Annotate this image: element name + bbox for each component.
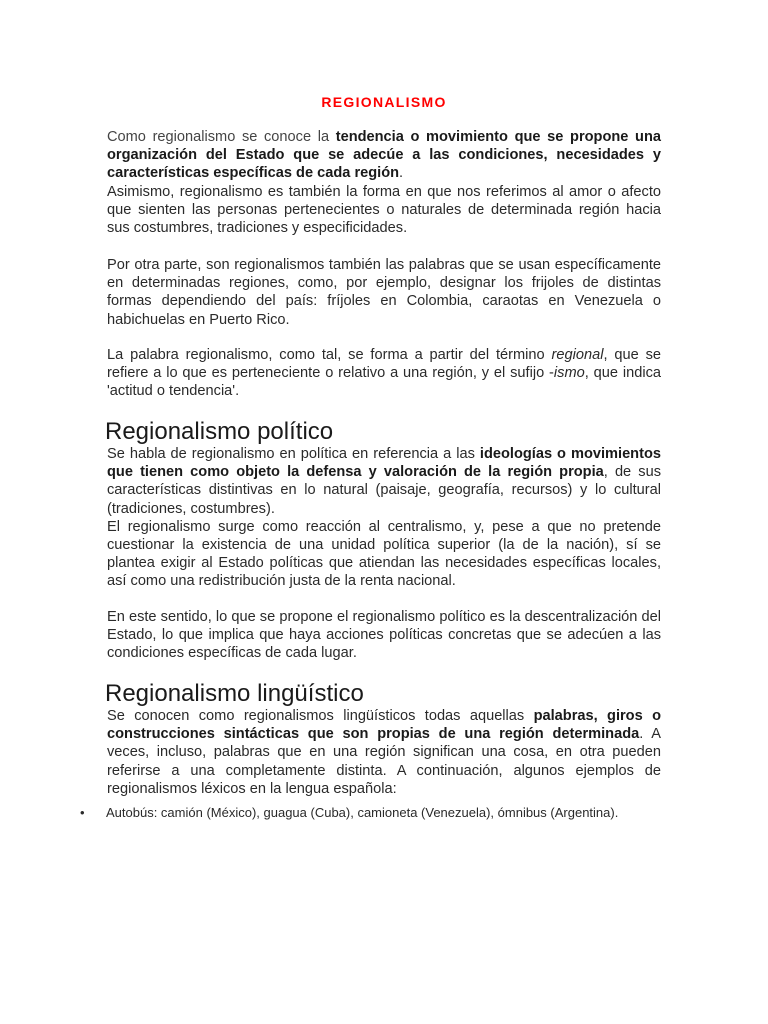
etymology-italic-ismo: ismo	[553, 365, 585, 382]
politico-paragraph-1	[107, 445, 661, 518]
intro-bold-text: tendencia o movimiento que se propone una organización del Estado que se adecúe a las condiciones, necesidades y características específicas de cada región	[107, 129, 661, 182]
etymology-text-c: , que indica 'actitud o tendencia'.	[107, 365, 661, 400]
linguistico-section	[107, 707, 661, 798]
politico-section	[107, 445, 661, 591]
bullet-icon: •	[80, 805, 85, 820]
intro-paragraph-2: Asimismo, regionalismo es también la forma en que nos referimos al amor o afecto que sienten las personas pertenecientes o naturales de determinada región hacia sus costumbres, tradiciones y especificidades.	[107, 183, 661, 237]
etymology-text-b: , que se refiere a lo que es perteneciente o relativo a una región, y el sufijo -	[107, 347, 662, 382]
intro-paragraph-3: Por otra parte, son regionalismos también las palabras que se usan específicamente en determinadas regiones, como, por ejemplo, designar los frijoles de distintas formas dependiendo del país: fríjoles en Colombia, caraotas en Venezuela o habichuelas en Puerto Rico.	[107, 257, 661, 328]
politico-p1-text-b: , de sus características distintivas en lo natural (paisaje, geografía, recursos) y lo cultural (tradiciones, costumbres).	[107, 464, 662, 517]
intro-paragraph-3-block	[107, 256, 661, 329]
politico-paragraph-3-block	[107, 608, 661, 663]
politico-paragraph-3: En este sentido, lo que se propone el regionalismo político es la descentralización del Estado, lo que implica que haya acciones políticas concretas que se adecúen a las condiciones específicas de cada lugar.	[107, 609, 661, 662]
intro-paragraph-4	[107, 346, 661, 401]
politico-paragraph-2: El regionalismo surge como reacción al centralismo, y, pese a que no pretende cuestionar la existencia de una unidad política superior (la de la nación), sí se plantea exigir al Estado políticas que atiendan las necesidades específicas locales, así como una redistribución justa de la renta nacional.	[107, 518, 661, 590]
linguistico-p1-text-a: Se conocen como regionalismos lingüísticos todas aquellas	[107, 708, 534, 724]
list-item-text: Autobús: camión (México), guagua (Cuba), camioneta (Venezuela), ómnibus (Argentina).	[106, 805, 619, 820]
intro-lead-text: Como regionalismo se conoce la	[107, 129, 336, 145]
politico-p1-text-a: Se habla de regionalismo en política en referencia a las	[107, 446, 480, 462]
linguistico-p1-bold: palabras, giros o construcciones sintácticas que son propias de una región determinada	[107, 708, 661, 743]
list-item	[80, 804, 680, 822]
etymology-text-a: La palabra regionalismo, como tal, se forma a partir del término	[107, 347, 552, 363]
linguistico-paragraph-1	[107, 707, 661, 798]
examples-list	[80, 804, 680, 822]
intro-end-text: .	[399, 165, 404, 182]
etymology-italic-regional: regional	[551, 347, 604, 363]
intro-paragraph-1	[107, 128, 661, 183]
politico-p1-bold: ideologías o movimientos que tienen como objeto la defensa y valoración de la región propia	[107, 446, 661, 481]
intro-section	[107, 128, 661, 237]
linguistico-p1-text-b: . A veces, incluso, palabras que en una región significan una cosa, en otra pueden referirse a una completamente distinta. A continuación, algunos ejemplos de regionalismos léxicos en la lengua española:	[107, 726, 661, 797]
document-title: REGIONALISMO	[321, 94, 447, 110]
intro-paragraph-4-block	[107, 346, 661, 401]
heading-linguistico: Regionalismo lingüístico	[105, 680, 364, 707]
heading-politico: Regionalismo político	[105, 418, 334, 445]
